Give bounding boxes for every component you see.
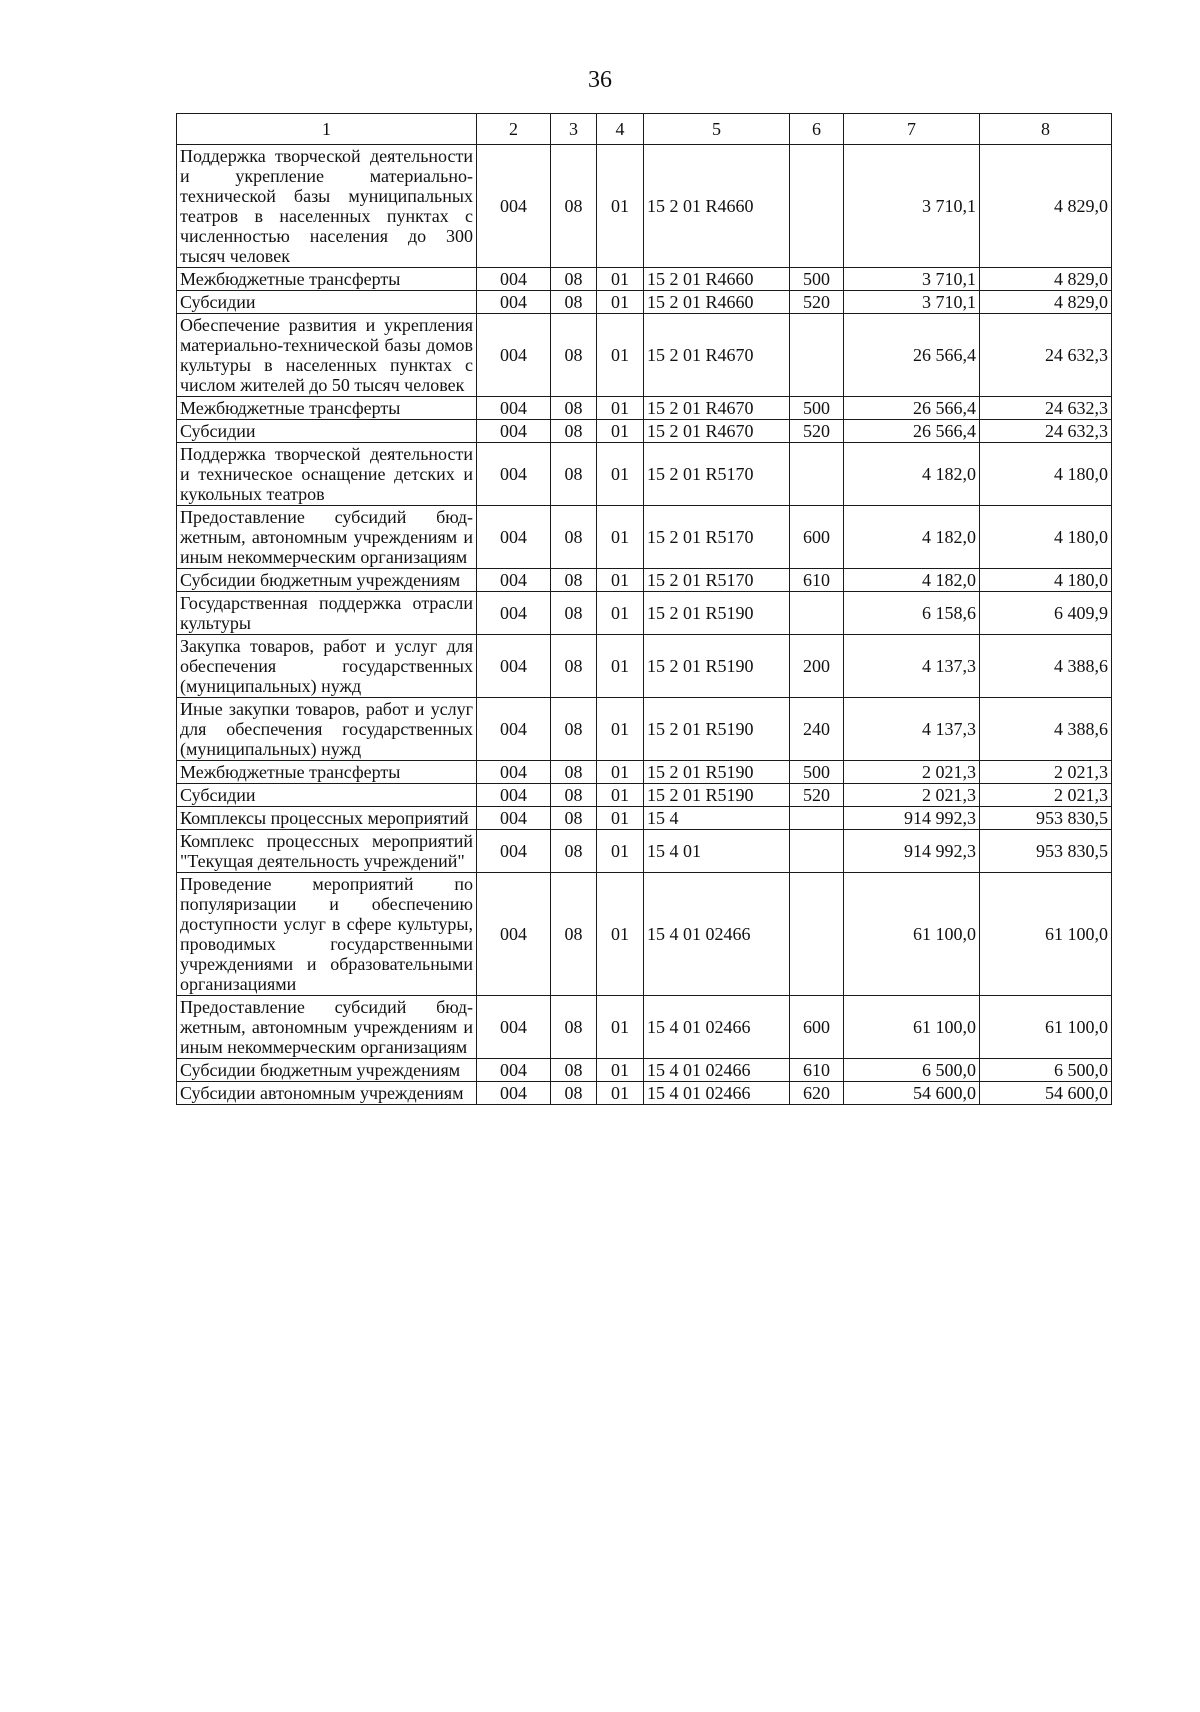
column-header: 2 (477, 114, 551, 145)
column-header: 5 (644, 114, 790, 145)
expense-name-cell: Комплекс процессных мероприятий "Текущая деятельность учреждений" (177, 830, 477, 873)
column-header: 7 (844, 114, 980, 145)
target-article-cell: 15 4 01 02466 (644, 1059, 790, 1082)
amount-col7-cell: 26 566,4 (844, 397, 980, 420)
target-article-cell: 15 2 01 R5170 (644, 506, 790, 569)
amount-col8-cell: 54 600,0 (980, 1082, 1112, 1105)
target-article-cell: 15 4 01 02466 (644, 1082, 790, 1105)
target-article-cell: 15 2 01 R5190 (644, 698, 790, 761)
expense-name-cell: Обеспечение развития и укрепления материально-технической базы домов культуры в населенных пунктах с числом жителей до 50 тысяч человек (177, 314, 477, 397)
ministry-code-cell: 004 (477, 443, 551, 506)
column-header: 8 (980, 114, 1112, 145)
section-code-cell: 08 (551, 996, 597, 1059)
expense-type-cell: 500 (790, 761, 844, 784)
expense-name-cell: Иные закупки товаров, работ и услуг для обеспечения государственных (муниципальных) нужд (177, 698, 477, 761)
ministry-code-cell: 004 (477, 996, 551, 1059)
subsection-code-cell: 01 (597, 397, 644, 420)
table-row (177, 784, 1112, 807)
table-row (177, 506, 1112, 569)
amount-col7-cell: 3 710,1 (844, 291, 980, 314)
expense-type-cell (790, 443, 844, 506)
amount-col7-cell: 6 500,0 (844, 1059, 980, 1082)
section-code-cell: 08 (551, 268, 597, 291)
subsection-code-cell: 01 (597, 592, 644, 635)
expense-name-cell: Субсидии автономным учреждениям (177, 1082, 477, 1105)
section-code-cell: 08 (551, 145, 597, 268)
ministry-code-cell: 004 (477, 807, 551, 830)
expense-type-cell (790, 807, 844, 830)
expense-type-cell: 610 (790, 569, 844, 592)
subsection-code-cell: 01 (597, 698, 644, 761)
expense-type-cell: 520 (790, 291, 844, 314)
subsection-code-cell: 01 (597, 807, 644, 830)
amount-col7-cell: 914 992,3 (844, 807, 980, 830)
expense-type-cell: 610 (790, 1059, 844, 1082)
amount-col7-cell: 4 137,3 (844, 698, 980, 761)
section-code-cell: 08 (551, 1059, 597, 1082)
table-row (177, 1059, 1112, 1082)
section-code-cell: 08 (551, 1082, 597, 1105)
expense-name-cell: Проведение мероприятий по популяризации и обеспечению доступности услуг в сфере культуры, проводимых государственными учреждениями и образовательными организациями (177, 873, 477, 996)
subsection-code-cell: 01 (597, 784, 644, 807)
table-row (177, 314, 1112, 397)
expense-name-cell: Субсидии бюджетным учреждениям (177, 1059, 477, 1082)
expense-type-cell: 600 (790, 996, 844, 1059)
target-article-cell: 15 2 01 R5190 (644, 784, 790, 807)
section-code-cell: 08 (551, 784, 597, 807)
amount-col7-cell: 26 566,4 (844, 420, 980, 443)
column-header: 3 (551, 114, 597, 145)
target-article-cell: 15 2 01 R4670 (644, 397, 790, 420)
table-row (177, 807, 1112, 830)
target-article-cell: 15 2 01 R4670 (644, 314, 790, 397)
header-row (177, 114, 1112, 145)
section-code-cell: 08 (551, 761, 597, 784)
expense-name-cell: Государственная поддержка отрасли культуры (177, 592, 477, 635)
amount-col8-cell: 6 409,9 (980, 592, 1112, 635)
expense-type-cell: 620 (790, 1082, 844, 1105)
amount-col8-cell: 4 180,0 (980, 443, 1112, 506)
column-header: 4 (597, 114, 644, 145)
expense-name-cell: Субсидии (177, 291, 477, 314)
section-code-cell: 08 (551, 506, 597, 569)
expense-type-cell: 520 (790, 784, 844, 807)
section-code-cell: 08 (551, 397, 597, 420)
amount-col8-cell: 24 632,3 (980, 314, 1112, 397)
subsection-code-cell: 01 (597, 873, 644, 996)
subsection-code-cell: 01 (597, 443, 644, 506)
expense-type-cell (790, 830, 844, 873)
amount-col7-cell: 914 992,3 (844, 830, 980, 873)
amount-col7-cell: 4 182,0 (844, 443, 980, 506)
column-header: 6 (790, 114, 844, 145)
amount-col7-cell: 54 600,0 (844, 1082, 980, 1105)
amount-col8-cell: 953 830,5 (980, 830, 1112, 873)
table-row (177, 698, 1112, 761)
expense-name-cell: Субсидии бюджетным учреждениям (177, 569, 477, 592)
section-code-cell: 08 (551, 698, 597, 761)
budget-table (176, 113, 1112, 1105)
expense-name-cell: Межбюджетные трансферты (177, 397, 477, 420)
expense-type-cell (790, 592, 844, 635)
expense-name-cell: Субсидии (177, 420, 477, 443)
page-number: 36 (588, 67, 612, 93)
target-article-cell: 15 2 01 R4660 (644, 268, 790, 291)
amount-col7-cell: 61 100,0 (844, 873, 980, 996)
target-article-cell: 15 4 (644, 807, 790, 830)
amount-col8-cell: 4 388,6 (980, 635, 1112, 698)
ministry-code-cell: 004 (477, 145, 551, 268)
expense-type-cell: 200 (790, 635, 844, 698)
expense-name-cell: Поддержка творческой деятельности и техническое оснащение детских и кукольных театров (177, 443, 477, 506)
table-row (177, 1082, 1112, 1105)
subsection-code-cell: 01 (597, 1059, 644, 1082)
subsection-code-cell: 01 (597, 420, 644, 443)
expense-name-cell: Предоставление субсидий бюджетным, автономным учреждениям и иным некоммерческим организациям (177, 996, 477, 1059)
amount-col8-cell: 953 830,5 (980, 807, 1112, 830)
ministry-code-cell: 004 (477, 314, 551, 397)
expense-name-cell: Межбюджетные трансферты (177, 268, 477, 291)
target-article-cell: 15 2 01 R4660 (644, 145, 790, 268)
ministry-code-cell: 004 (477, 873, 551, 996)
subsection-code-cell: 01 (597, 268, 644, 291)
amount-col7-cell: 4 137,3 (844, 635, 980, 698)
amount-col8-cell: 61 100,0 (980, 996, 1112, 1059)
amount-col7-cell: 3 710,1 (844, 145, 980, 268)
subsection-code-cell: 01 (597, 569, 644, 592)
table-row (177, 635, 1112, 698)
target-article-cell: 15 4 01 (644, 830, 790, 873)
ministry-code-cell: 004 (477, 291, 551, 314)
target-article-cell: 15 2 01 R5170 (644, 443, 790, 506)
target-article-cell: 15 2 01 R5190 (644, 761, 790, 784)
subsection-code-cell: 01 (597, 145, 644, 268)
amount-col8-cell: 24 632,3 (980, 397, 1112, 420)
amount-col8-cell: 4 829,0 (980, 268, 1112, 291)
section-code-cell: 08 (551, 873, 597, 996)
target-article-cell: 15 2 01 R5190 (644, 592, 790, 635)
section-code-cell: 08 (551, 443, 597, 506)
table-row (177, 996, 1112, 1059)
amount-col7-cell: 2 021,3 (844, 784, 980, 807)
amount-col8-cell: 6 500,0 (980, 1059, 1112, 1082)
target-article-cell: 15 2 01 R5190 (644, 635, 790, 698)
expense-name-cell: Комплексы процессных мероприятий (177, 807, 477, 830)
amount-col8-cell: 4 180,0 (980, 506, 1112, 569)
expense-type-cell (790, 145, 844, 268)
expense-name-cell: Закупка товаров, работ и услуг для обеспечения государственных (муниципальных) нужд (177, 635, 477, 698)
table-body (177, 145, 1112, 1105)
ministry-code-cell: 004 (477, 635, 551, 698)
column-header: 1 (177, 114, 477, 145)
section-code-cell: 08 (551, 314, 597, 397)
amount-col7-cell: 26 566,4 (844, 314, 980, 397)
ministry-code-cell: 004 (477, 784, 551, 807)
expense-name-cell: Поддержка творческой деятельности и укрепление материально-технической базы муниципальных театров в населенных пунктах с численностью населения до 300 тысяч человек (177, 145, 477, 268)
target-article-cell: 15 4 01 02466 (644, 996, 790, 1059)
amount-col8-cell: 4 388,6 (980, 698, 1112, 761)
amount-col8-cell: 24 632,3 (980, 420, 1112, 443)
amount-col7-cell: 4 182,0 (844, 506, 980, 569)
expense-type-cell: 500 (790, 268, 844, 291)
target-article-cell: 15 2 01 R5170 (644, 569, 790, 592)
ministry-code-cell: 004 (477, 592, 551, 635)
subsection-code-cell: 01 (597, 996, 644, 1059)
expense-type-cell (790, 873, 844, 996)
amount-col7-cell: 3 710,1 (844, 268, 980, 291)
expense-type-cell: 520 (790, 420, 844, 443)
amount-col7-cell: 61 100,0 (844, 996, 980, 1059)
subsection-code-cell: 01 (597, 761, 644, 784)
subsection-code-cell: 01 (597, 1082, 644, 1105)
table-row (177, 761, 1112, 784)
section-code-cell: 08 (551, 291, 597, 314)
ministry-code-cell: 004 (477, 397, 551, 420)
ministry-code-cell: 004 (477, 830, 551, 873)
ministry-code-cell: 004 (477, 268, 551, 291)
expense-type-cell: 240 (790, 698, 844, 761)
table-row (177, 420, 1112, 443)
ministry-code-cell: 004 (477, 506, 551, 569)
expense-name-cell: Предоставление субсидий бюджетным, автономным учреждениям и иным некоммерческим организациям (177, 506, 477, 569)
expense-name-cell: Субсидии (177, 784, 477, 807)
table-row (177, 443, 1112, 506)
section-code-cell: 08 (551, 830, 597, 873)
table-row (177, 145, 1112, 268)
expense-type-cell: 500 (790, 397, 844, 420)
target-article-cell: 15 2 01 R4670 (644, 420, 790, 443)
amount-col8-cell: 4 829,0 (980, 291, 1112, 314)
amount-col8-cell: 2 021,3 (980, 761, 1112, 784)
target-article-cell: 15 4 01 02466 (644, 873, 790, 996)
amount-col8-cell: 2 021,3 (980, 784, 1112, 807)
amount-col7-cell: 2 021,3 (844, 761, 980, 784)
target-article-cell: 15 2 01 R4660 (644, 291, 790, 314)
expense-name-cell: Межбюджетные трансферты (177, 761, 477, 784)
ministry-code-cell: 004 (477, 761, 551, 784)
table-row (177, 569, 1112, 592)
ministry-code-cell: 004 (477, 569, 551, 592)
amount-col7-cell: 6 158,6 (844, 592, 980, 635)
section-code-cell: 08 (551, 807, 597, 830)
section-code-cell: 08 (551, 569, 597, 592)
table-row (177, 291, 1112, 314)
table-row (177, 397, 1112, 420)
amount-col7-cell: 4 182,0 (844, 569, 980, 592)
amount-col8-cell: 61 100,0 (980, 873, 1112, 996)
ministry-code-cell: 004 (477, 420, 551, 443)
expense-type-cell: 600 (790, 506, 844, 569)
section-code-cell: 08 (551, 635, 597, 698)
amount-col8-cell: 4 829,0 (980, 145, 1112, 268)
subsection-code-cell: 01 (597, 635, 644, 698)
ministry-code-cell: 004 (477, 1082, 551, 1105)
amount-col8-cell: 4 180,0 (980, 569, 1112, 592)
table-row (177, 873, 1112, 996)
subsection-code-cell: 01 (597, 291, 644, 314)
table-row (177, 268, 1112, 291)
table-row (177, 592, 1112, 635)
subsection-code-cell: 01 (597, 506, 644, 569)
table-row (177, 830, 1112, 873)
subsection-code-cell: 01 (597, 830, 644, 873)
ministry-code-cell: 004 (477, 1059, 551, 1082)
subsection-code-cell: 01 (597, 314, 644, 397)
expense-type-cell (790, 314, 844, 397)
ministry-code-cell: 004 (477, 698, 551, 761)
section-code-cell: 08 (551, 420, 597, 443)
section-code-cell: 08 (551, 592, 597, 635)
